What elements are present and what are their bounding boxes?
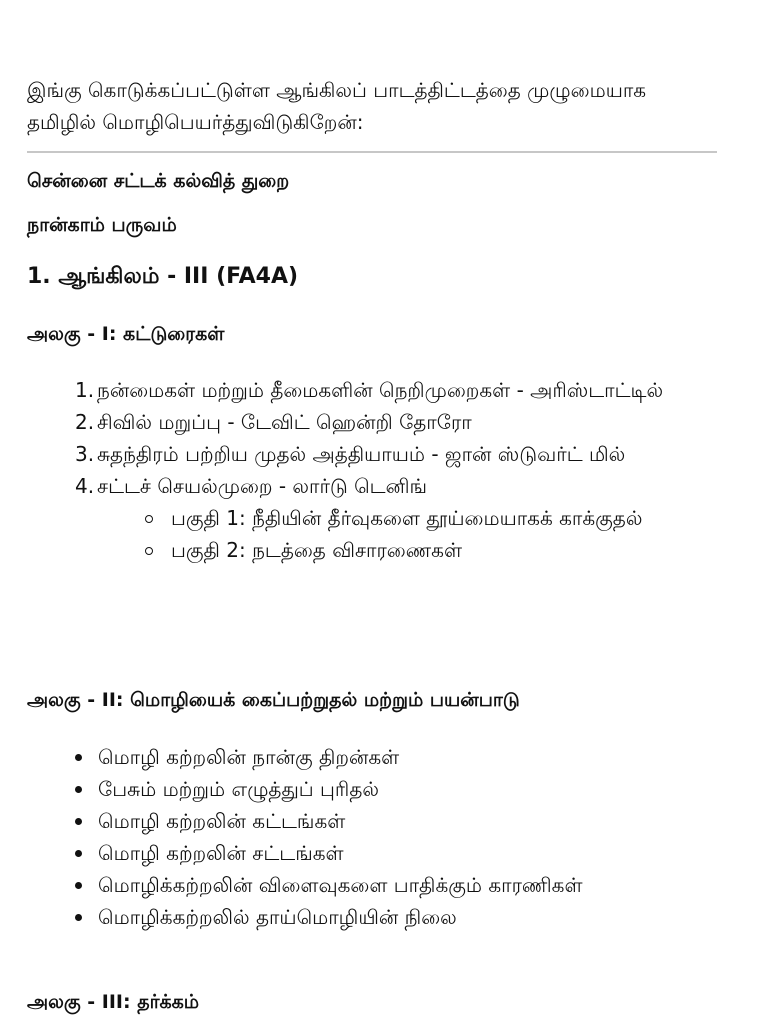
sub-list-item: பகுதி 1: நீதியின் தீர்வுகளை தூய்மையாகக் காக்குதல் <box>171 502 691 534</box>
list-item-text: சுதந்திரம் பற்றிய முதல் அத்தியாயம் - ஜான் ஸ்டுவர்ட் மில் <box>97 442 626 466</box>
unit1-heading: அலகு - I: கட்டுரைகள் <box>27 323 225 345</box>
list-item-text: சட்டச் செயல்முறை - லார்டு டெனிங் <box>97 474 428 498</box>
list-item <box>75 374 695 406</box>
horizontal-divider <box>27 151 717 153</box>
list-item: மொழி கற்றலின் கட்டங்கள் <box>75 805 695 837</box>
list-item-text: நன்மைகள் மற்றும் தீமைகளின் நெறிமுறைகள் - அரிஸ்டாட்டில் <box>97 378 664 402</box>
list-number: 4. <box>75 474 95 498</box>
list-item-text: சிவில் மறுப்பு - டேவிட் ஹென்றி தோரோ <box>97 410 472 434</box>
subject-heading: 1. ஆங்கிலம் - III (FA4A) <box>27 264 299 289</box>
institution-heading: சென்னை சட்டக் கல்வித் துறை <box>27 170 290 192</box>
list-item <box>75 470 695 566</box>
list-item: மொழிக்கற்றலின் விளைவுகளை பாதிக்கும் காரணிகள் <box>75 869 695 901</box>
list-number: 2. <box>75 410 95 434</box>
intro-text: இங்கு கொடுக்கப்பட்டுள்ள ஆங்கிலப் பாடத்திட்டத்தை முழுமையாக தமிழில் மொழிபெயர்த்துவிடுகிறேன்: <box>27 78 647 134</box>
unit3-heading: அலகு - III: தர்க்கம் <box>27 991 200 1013</box>
list-item: மொழி கற்றலின் நான்கு திறன்கள் <box>75 741 695 773</box>
list-item: மொழி கற்றலின் சட்டங்கள் <box>75 837 695 869</box>
unit1-essay-list <box>75 374 695 566</box>
list-number: 3. <box>75 442 95 466</box>
unit2-topic-list <box>75 741 695 933</box>
sub-list-item: பகுதி 2: நடத்தை விசாரணைகள் <box>171 534 691 566</box>
list-item <box>75 406 695 438</box>
sub-list <box>97 502 695 566</box>
list-number: 1. <box>75 378 95 402</box>
list-item <box>75 438 695 470</box>
semester-heading: நான்காம் பருவம் <box>27 214 177 236</box>
list-item: மொழிக்கற்றலில் தாய்மொழியின் நிலை <box>75 901 695 933</box>
unit2-heading: அலகு - II: மொழியைக் கைப்பற்றுதல் மற்றும் பயன்பாடு <box>27 689 520 711</box>
list-item: பேசும் மற்றும் எழுத்துப் புரிதல் <box>75 773 695 805</box>
